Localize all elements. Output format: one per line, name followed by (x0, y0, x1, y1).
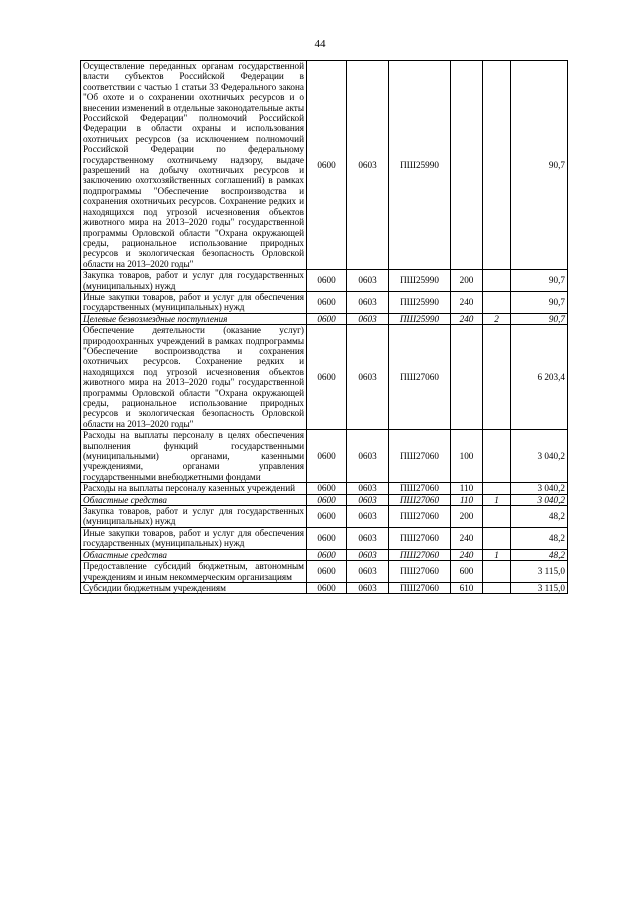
row-department-code: 0600 (307, 561, 347, 583)
row-expense-type: 100 (451, 430, 483, 483)
row-expense-type: 110 (451, 483, 483, 494)
row-department-code: 0600 (307, 61, 347, 270)
row-target-article: ПШ27060 (389, 506, 451, 528)
row-target-article: ПШ25990 (389, 313, 451, 324)
row-section-code: 0603 (347, 582, 389, 593)
row-section-code: 0603 (347, 325, 389, 430)
row-target-article: ПШ27060 (389, 494, 451, 505)
row-description: Субсидии бюджетным учреждениям (81, 582, 307, 593)
page-number: 44 (314, 38, 326, 50)
row-amount: 90,7 (511, 291, 568, 313)
row-description: Областные средства (81, 494, 307, 505)
row-funding-source (483, 527, 511, 549)
row-amount: 3 040,2 (511, 483, 568, 494)
row-description: Иные закупки товаров, работ и услуг для обеспечения государственных (муниципальных) нужд (81, 527, 307, 549)
row-funding-source (483, 561, 511, 583)
row-funding-source (483, 582, 511, 593)
row-description: Целевые безвозмездные поступления (81, 313, 307, 324)
row-section-code: 0603 (347, 313, 389, 324)
row-funding-source (483, 483, 511, 494)
row-target-article: ПШ27060 (389, 430, 451, 483)
table-row (81, 291, 568, 313)
row-expense-type: 240 (451, 291, 483, 313)
row-amount: 90,7 (511, 313, 568, 324)
row-funding-source (483, 325, 511, 430)
row-department-code: 0600 (307, 430, 347, 483)
row-target-article: ПШ25990 (389, 291, 451, 313)
table-row (81, 430, 568, 483)
row-funding-source (483, 430, 511, 483)
row-section-code: 0603 (347, 270, 389, 292)
row-section-code: 0603 (347, 561, 389, 583)
row-description: Иные закупки товаров, работ и услуг для обеспечения государственных (муниципальных) нужд (81, 291, 307, 313)
row-amount: 3 040,2 (511, 430, 568, 483)
table-row (81, 549, 568, 560)
row-department-code: 0600 (307, 483, 347, 494)
row-description: Закупка товаров, работ и услуг для государственных (муниципальных) нужд (81, 270, 307, 292)
row-department-code: 0600 (307, 291, 347, 313)
row-expense-type: 240 (451, 549, 483, 560)
row-expense-type: 240 (451, 313, 483, 324)
row-department-code: 0600 (307, 527, 347, 549)
row-amount: 90,7 (511, 270, 568, 292)
row-department-code: 0600 (307, 325, 347, 430)
row-description: Закупка товаров, работ и услуг для государственных (муниципальных) нужд (81, 506, 307, 528)
row-amount: 48,2 (511, 506, 568, 528)
row-department-code: 0600 (307, 506, 347, 528)
row-amount: 3 040,2 (511, 494, 568, 505)
table-row (81, 270, 568, 292)
row-section-code: 0603 (347, 430, 389, 483)
table-row (81, 483, 568, 494)
row-expense-type: 600 (451, 561, 483, 583)
row-department-code: 0600 (307, 549, 347, 560)
budget-table (80, 60, 568, 594)
row-expense-type: 200 (451, 270, 483, 292)
row-amount: 3 115,0 (511, 561, 568, 583)
row-department-code: 0600 (307, 270, 347, 292)
table-row (81, 527, 568, 549)
row-expense-type: 610 (451, 582, 483, 593)
row-funding-source (483, 506, 511, 528)
row-description: Областные средства (81, 549, 307, 560)
row-expense-type: 200 (451, 506, 483, 528)
row-expense-type: 240 (451, 527, 483, 549)
row-funding-source (483, 270, 511, 292)
table-row (81, 61, 568, 270)
row-target-article: ПШ25990 (389, 61, 451, 270)
row-department-code: 0600 (307, 313, 347, 324)
table-row (81, 494, 568, 505)
table-row (81, 325, 568, 430)
table-row (81, 561, 568, 583)
row-amount: 3 115,0 (511, 582, 568, 593)
table-row (81, 582, 568, 593)
row-section-code: 0603 (347, 291, 389, 313)
row-amount: 48,2 (511, 549, 568, 560)
row-target-article: ПШ27060 (389, 527, 451, 549)
row-funding-source (483, 291, 511, 313)
row-target-article: ПШ27060 (389, 325, 451, 430)
row-funding-source: 1 (483, 549, 511, 560)
row-section-code: 0603 (347, 61, 389, 270)
row-description: Осуществление переданных органам государственной власти субъектов Российской Федерации в соответствии с частью 1 статьи 33 Федерального закона "Об охоте и о сохранении охотничьих ресурсов и о внесении изменений в отдельные законодательные акты Российской Федерации" полномочий Российской Федерации в области охраны и использования охотничьих ресурсов (за исключением полномочий Российской Федерации по федеральному государственному охотничьему надзору, выдаче разрешений на добычу охотничьих ресурсов и заключению охотхозяйственных соглашений) в рамках подпрограммы "Обеспечение воспроизводства и сохранения охотничьих ресурсов. Сохранение редких и находящихся под угрозой исчезновения объектов животного мира на 2013–2020 годы" государственной программы Орловской области "Охрана окружающей среды, рациональное использование природных ресурсов и экологическая безопасность Орловской области на 2013–2020 годы" (81, 61, 307, 270)
row-funding-source: 1 (483, 494, 511, 505)
row-funding-source (483, 61, 511, 270)
budget-table-body (81, 61, 568, 594)
row-amount: 90,7 (511, 61, 568, 270)
row-target-article: ПШ27060 (389, 549, 451, 560)
row-expense-type (451, 325, 483, 430)
row-amount: 48,2 (511, 527, 568, 549)
row-description: Обеспечение деятельности (оказание услуг) природоохранных учреждений в рамках подпрограммы "Обеспечение воспроизводства и сохранения охотничьих ресурсов. Сохранение редких и находящихся под угрозой исчезновения объектов животного мира на 2013–2020 годы" государственной программы Орловской области "Охрана окружающей среды, рациональное использование природных ресурсов и экологическая безопасность Орловской области на 2013–2020 годы" (81, 325, 307, 430)
row-description: Предоставление субсидий бюджетным, автономным учреждениям и иным некоммерческим организациям (81, 561, 307, 583)
row-department-code: 0600 (307, 494, 347, 505)
row-description: Расходы на выплаты персоналу казенных учреждений (81, 483, 307, 494)
row-amount: 6 203,4 (511, 325, 568, 430)
row-target-article: ПШ27060 (389, 561, 451, 583)
row-section-code: 0603 (347, 549, 389, 560)
row-funding-source: 2 (483, 313, 511, 324)
row-expense-type: 110 (451, 494, 483, 505)
table-row (81, 313, 568, 324)
row-section-code: 0603 (347, 527, 389, 549)
row-section-code: 0603 (347, 494, 389, 505)
row-target-article: ПШ27060 (389, 483, 451, 494)
table-row (81, 506, 568, 528)
row-section-code: 0603 (347, 483, 389, 494)
row-section-code: 0603 (347, 506, 389, 528)
row-expense-type (451, 61, 483, 270)
row-target-article: ПШ25990 (389, 270, 451, 292)
row-description: Расходы на выплаты персоналу в целях обеспечения выполнения функций государственными (муниципальными) органами, казенными учреждениями, органами управления государственными внебюджетными фондами (81, 430, 307, 483)
row-department-code: 0600 (307, 582, 347, 593)
row-target-article: ПШ27060 (389, 582, 451, 593)
